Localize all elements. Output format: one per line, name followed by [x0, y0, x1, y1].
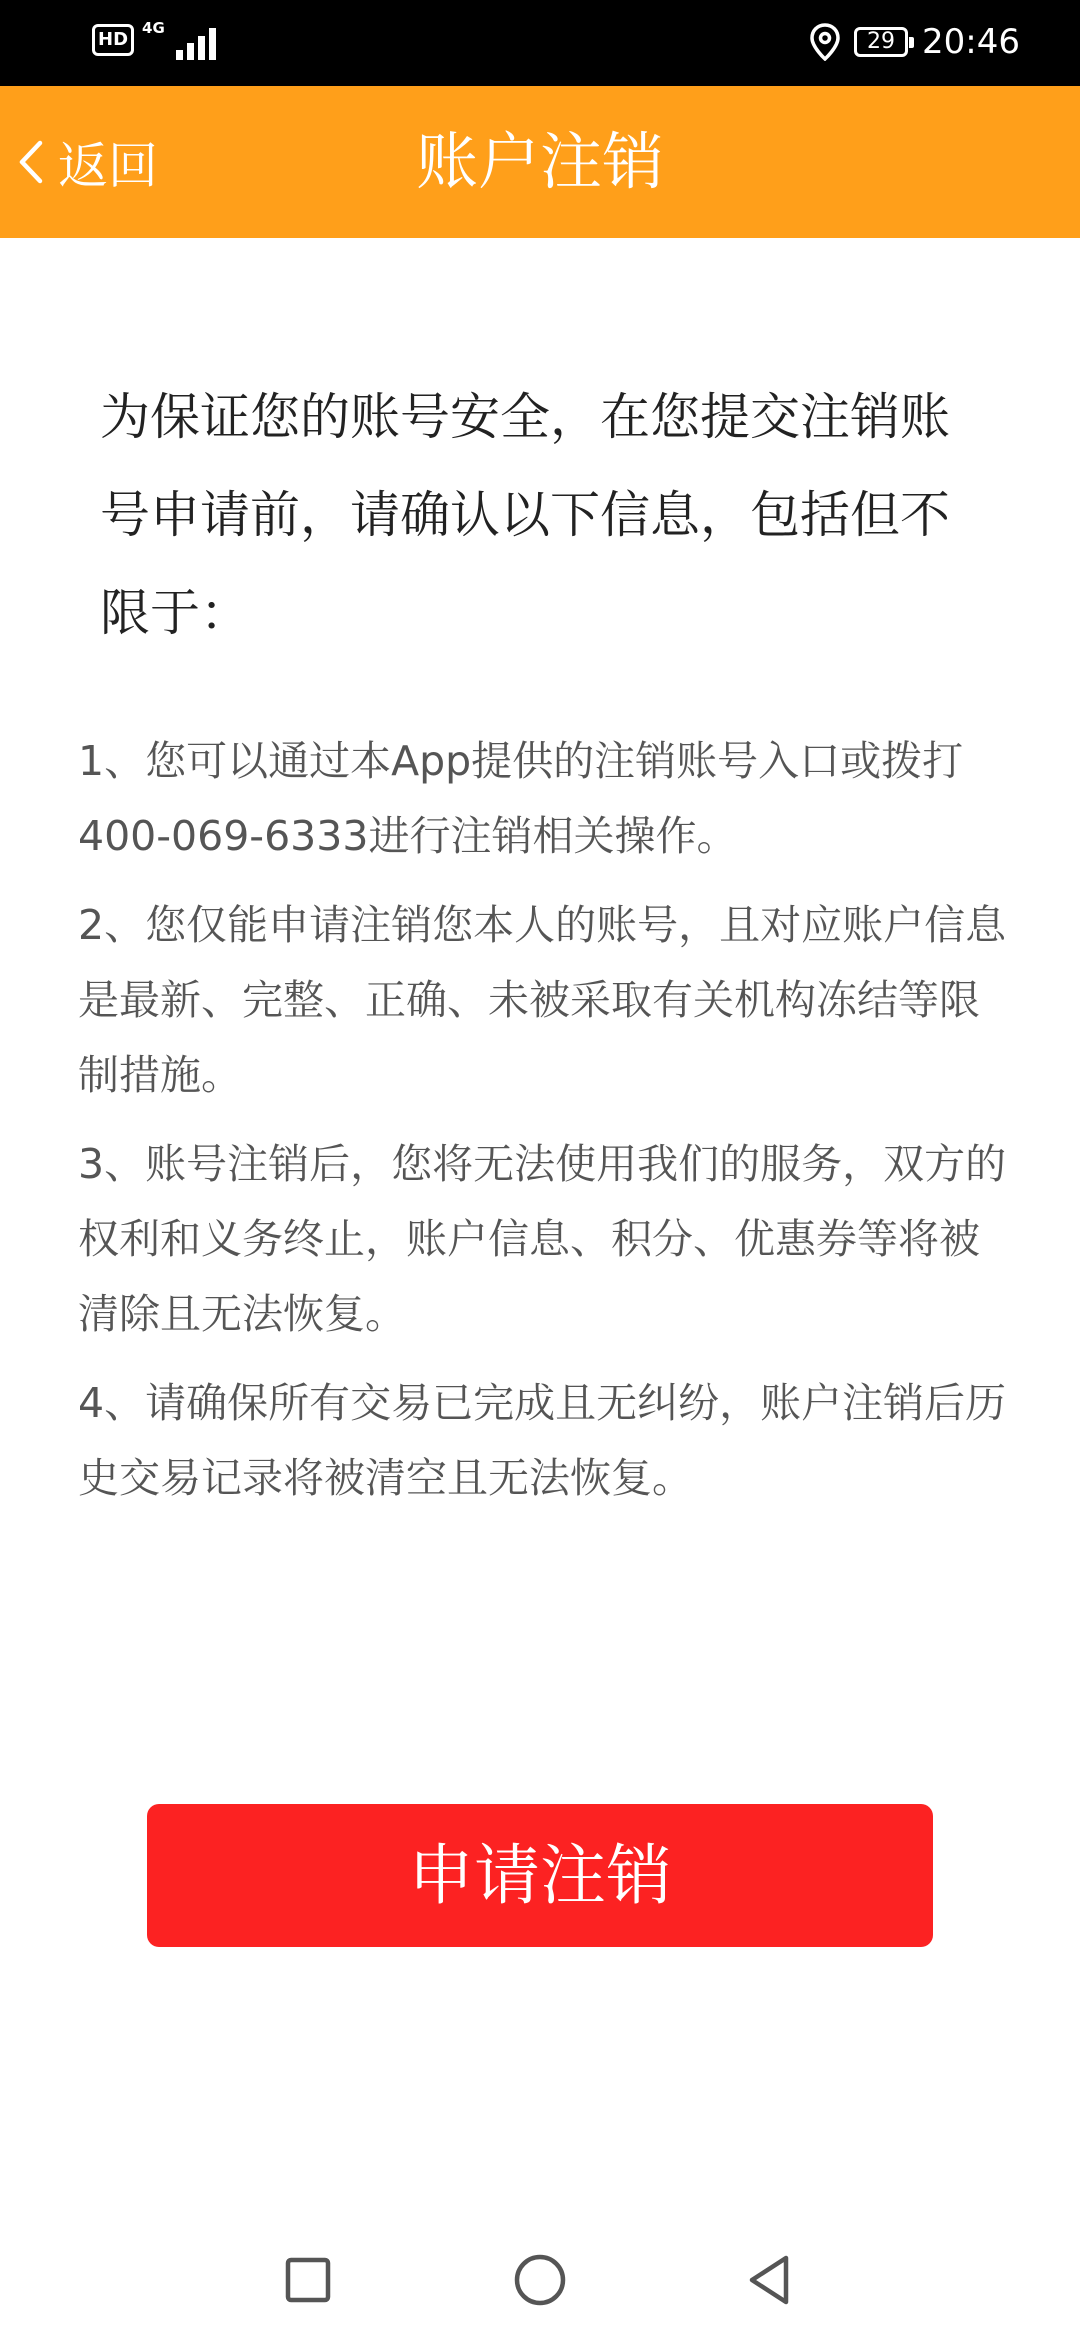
- battery-icon: 29: [854, 27, 908, 57]
- apply-cancel-button[interactable]: 申请注销: [147, 1804, 933, 1947]
- app-bar: [0, 86, 1080, 238]
- recent-apps-icon[interactable]: [278, 2250, 338, 2310]
- back-label: 返回: [58, 137, 158, 195]
- status-bar: [0, 0, 1080, 86]
- page-title: 账户注销: [415, 125, 664, 198]
- rules-list: [78, 724, 1008, 1530]
- rule-item: 3、账号注销后，您将无法使用我们的服务，双方的权利和义务终止，账户信息、积分、优惠券等将被清除且无法恢复。: [78, 1140, 1007, 1338]
- clock: 20:46: [922, 22, 1020, 62]
- rule-item: 4、请确保所有交易已完成且无纠纷，账户注销后历史交易记录将被清空且无法恢复。: [78, 1379, 1007, 1502]
- rule-item: 1、您可以通过本App提供的注销账号入口或拨打400-069-6333进行注销相关操作。: [78, 737, 964, 860]
- nav-bar: [0, 2220, 1080, 2340]
- status-right: [810, 14, 1020, 70]
- rule-item: 2、您仅能申请注销您本人的账号，且对应账户信息是最新、完整、正确、未被采取有关机构冻结等限制措施。: [78, 901, 1007, 1099]
- back-triangle-icon[interactable]: [740, 2250, 800, 2310]
- hd-icon: HD: [92, 24, 134, 56]
- status-left: [92, 20, 230, 60]
- back-button[interactable]: [16, 86, 158, 238]
- chevron-left-icon: [16, 137, 46, 187]
- home-icon[interactable]: [510, 2250, 570, 2310]
- intro-text: 为保证您的账号安全，在您提交注销账号申请前，请确认以下信息，包括但不限于：: [100, 388, 950, 642]
- signal-icon: [140, 20, 230, 60]
- location-icon: [810, 23, 840, 61]
- network-type: 4G: [142, 19, 165, 37]
